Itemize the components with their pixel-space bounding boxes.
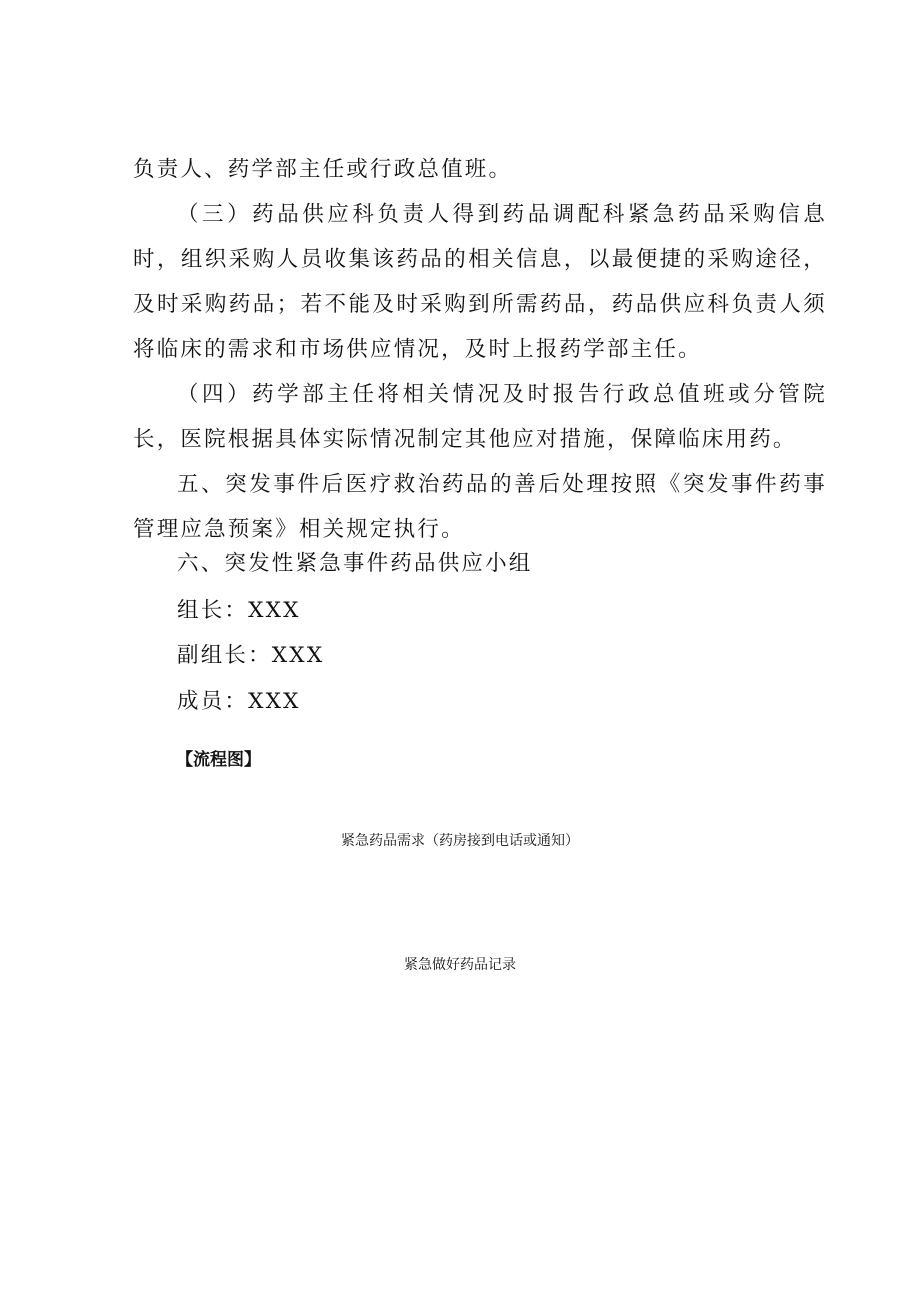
team-leader: 组长：XXX bbox=[177, 598, 301, 623]
team-deputy: 副组长：XXX bbox=[177, 643, 325, 668]
flowchart-node-record: 紧急做好药品记录 bbox=[404, 957, 516, 973]
team-members: 成员：XXX bbox=[177, 689, 301, 714]
flowchart-node-request: 紧急药品需求（药房接到电话或通知） bbox=[341, 833, 579, 849]
paragraph-item-four: （四）药学部主任将相关情况及时报告行政总值班或分管院长，医院根据具体实际情况制定其他应对措施，保障临床用药。 bbox=[133, 382, 827, 452]
paragraph-section-six: 六、突发性紧急事件药品供应小组 bbox=[177, 551, 533, 576]
paragraph-item-three: （三）药品供应科负责人得到药品调配科紧急药品采购信息时，组织采购人员收集该药品的相关信息，以最便捷的采购途径，及时采购药品；若不能及时采购到所需药品，药品供应科负责人须将临床的需求和市场供应情况，及时上报药学部主任。 bbox=[133, 202, 827, 362]
paragraph-continuation: 负责人、药学部主任或行政总值班。 bbox=[133, 157, 513, 182]
paragraph-section-five: 五、突发事件后医疗救治药品的善后处理按照《突发事件药事管理应急预案》相关规定执行。 bbox=[133, 472, 827, 542]
flowchart-heading: 【流程图】 bbox=[176, 750, 261, 770]
